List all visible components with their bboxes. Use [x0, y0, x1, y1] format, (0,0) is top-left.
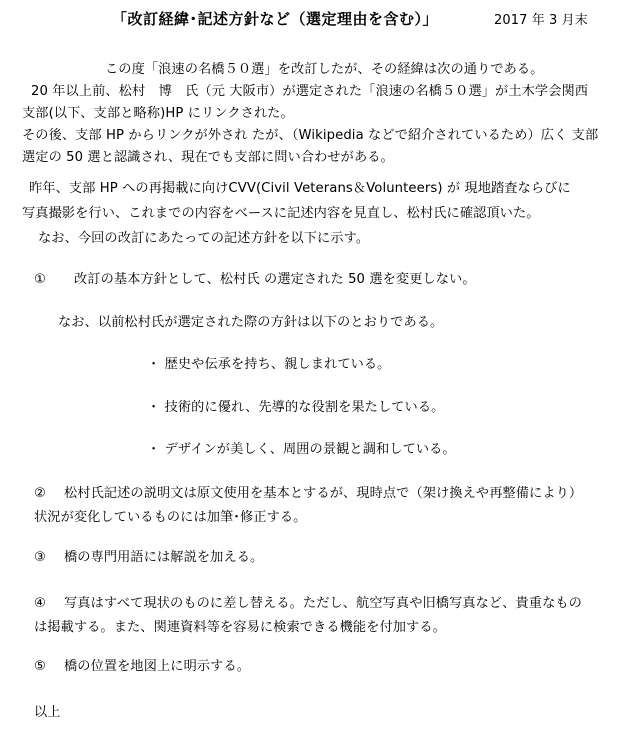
- item-1-number: ①: [34, 272, 46, 287]
- policy-bullet-2: ・ 技術的に優れ、先導的な役割を果たしている。: [147, 400, 445, 415]
- intro-line-4: その後、支部 HP からリンクが外され たが、（Wikipedia などで紹介されているため）広く 支部: [22, 128, 599, 143]
- item-1-text: 改訂の基本方針として、松村氏 の選定された 50 選を変更しない。: [74, 272, 476, 287]
- intro-line-5: 選定の 50 選と認識され、現在でも支部に問い合わせがある。: [22, 150, 394, 165]
- document-title: 「改訂経緯･記述方針など（選定理由を含む）」: [112, 10, 439, 28]
- policy-bullet-1: ・ 歴史や伝承を持ち、親しまれている。: [147, 357, 391, 372]
- item-3-text: 橋の専門用語には解説を加える。: [64, 550, 264, 565]
- item-5-number: ⑤: [34, 659, 46, 674]
- item-4-line-1: 写真はすべて現状のものに差し替える。ただし、航空写真や旧橋写真など、貴重なもの: [64, 596, 582, 611]
- item-1-note: なお、以前松村氏が選定された際の方針は以下のとおりである。: [58, 315, 444, 330]
- closing-text: 以上: [34, 705, 61, 720]
- item-5-text: 橋の位置を地図上に明示する。: [64, 659, 251, 674]
- item-2-number: ②: [34, 486, 46, 501]
- item-4-line-2: は掲載する。また、関連資料等を容易に検索できる機能を付加する。: [34, 620, 446, 635]
- policy-bullet-3: ・ デザインが美しく、周囲の景観と調和している。: [147, 442, 456, 457]
- item-2-line-1: 松村氏記述の説明文は原文使用を基本とするが、現時点で（架け換えや再整備により）: [64, 486, 583, 501]
- intro-line-6: 昨年、支部 HP への再掲載に向けCVV(Civil Veterans＆Volunteers) が 現地踏査ならびに: [29, 181, 571, 196]
- intro-line-7: 写真撮影を行い、これまでの内容をベースに記述内容を見直し、松村氏に確認頂いた。: [22, 206, 540, 221]
- intro-line-8: なお、今回の改訂にあたっての記述方針を以下に示す。: [38, 231, 370, 246]
- document-date: 2017 年 3 月末: [494, 13, 588, 28]
- item-2-line-2: 状況が変化しているものには加筆･修正する。: [34, 510, 307, 525]
- intro-line-3: 支部(以下、支部と略称)HP にリンクされた。: [22, 106, 294, 121]
- item-3-number: ③: [34, 550, 46, 565]
- intro-line-2: 20 年以上前、松村 博 氏（元 大阪市）が選定された「浪速の名橋５０選」が土木学会関西: [31, 84, 589, 99]
- intro-line-1: この度「浪速の名橋５０選」を改訂したが、その経緯は次の通りである。: [105, 62, 544, 77]
- item-4-number: ④: [34, 596, 46, 611]
